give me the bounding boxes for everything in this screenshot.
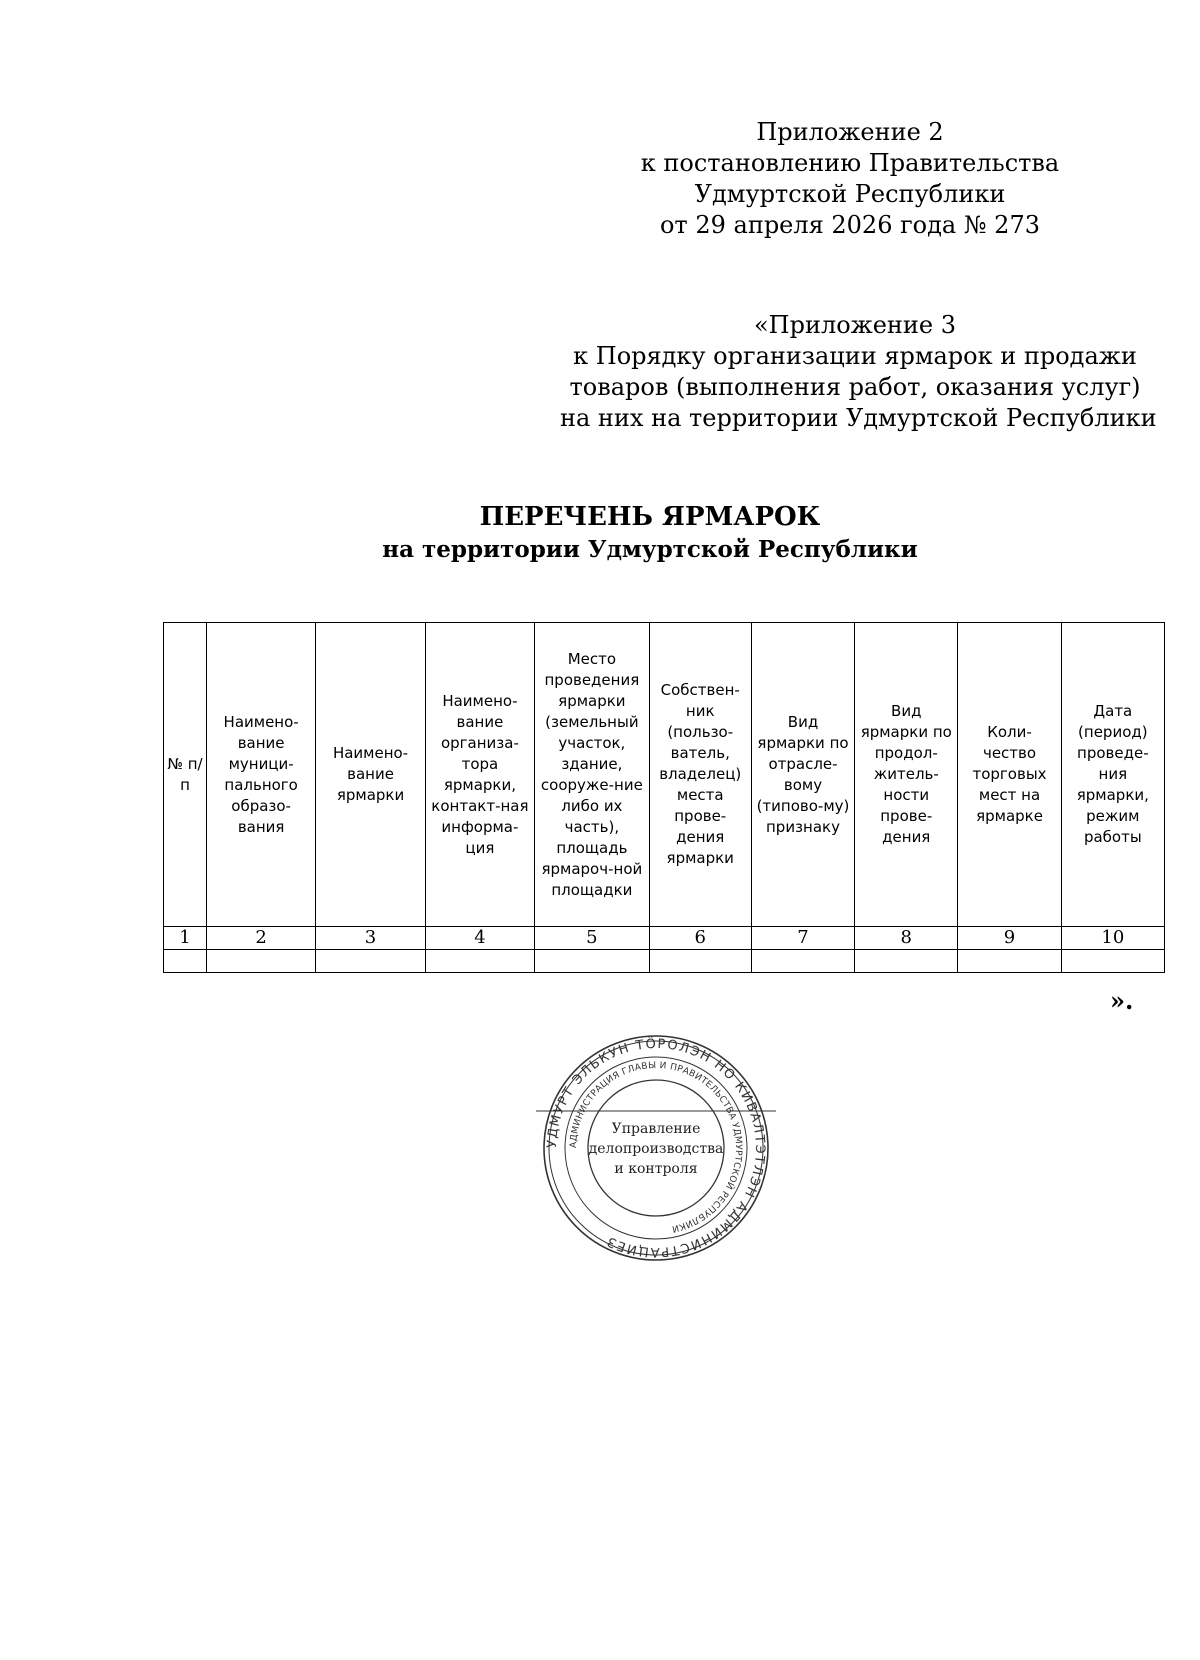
column-header: № п/п bbox=[164, 623, 207, 927]
column-header: Вид ярмарки по отрасле-вому (типово-му) признаку bbox=[751, 623, 854, 927]
seal-ring-text-outer: УДМУРТ ЭЛЬКУН ТӦРОЛЭН НО КИВАЛТЭТЛЭН АДМИНИСТРАЦИЕЗ bbox=[544, 1036, 768, 1260]
table-cell bbox=[1061, 950, 1164, 973]
seal-ring-text-inner: АДМИНИСТРАЦИЯ ГЛАВЫ И ПРАВИТЕЛЬСТВА УДМУРТСКОЙ РЕСПУБЛИКИ bbox=[568, 1060, 744, 1234]
table-cell bbox=[855, 950, 958, 973]
column-number: 9 bbox=[958, 927, 1061, 950]
seal-center-line: делопроизводства bbox=[588, 1141, 724, 1157]
seal-center-line: и контроля bbox=[614, 1161, 698, 1177]
column-header: Вид ярмарки по продол-житель-ности прове-дения bbox=[855, 623, 958, 927]
table-cell bbox=[535, 950, 650, 973]
column-number: 6 bbox=[649, 927, 751, 950]
column-header: Дата (период) проведе-ния ярмарки, режим работы bbox=[1061, 623, 1164, 927]
annex-line: товаров (выполнения работ, оказания услуг) bbox=[569, 373, 1141, 401]
title-line-1: ПЕРЕЧЕНЬ ЯРМАРОК bbox=[479, 502, 821, 532]
closing-quote: ». bbox=[1110, 986, 1134, 1015]
column-number: 2 bbox=[206, 927, 315, 950]
document-title bbox=[120, 500, 1180, 566]
column-number: 1 bbox=[164, 927, 207, 950]
table-cell bbox=[206, 950, 315, 973]
column-header: Место проведения ярмарки (земельный участок, здание, сооруже-ние либо их часть), площадь ярмароч-ной площадки bbox=[535, 623, 650, 927]
table-cell bbox=[958, 950, 1061, 973]
title-line-2: на территории Удмуртской Республики bbox=[382, 536, 918, 563]
annex-2-header bbox=[610, 117, 1090, 241]
table-row bbox=[164, 950, 1165, 973]
column-number: 8 bbox=[855, 927, 958, 950]
table-cell bbox=[751, 950, 854, 973]
annex-3-header bbox=[560, 310, 1157, 434]
table-cell bbox=[649, 950, 751, 973]
column-number-row bbox=[164, 927, 1165, 950]
column-number: 10 bbox=[1061, 927, 1164, 950]
table-header-row bbox=[164, 623, 1165, 927]
column-number: 5 bbox=[535, 927, 650, 950]
annex-line: к постановлению Правительства bbox=[640, 149, 1060, 177]
table-cell bbox=[425, 950, 534, 973]
official-seal bbox=[536, 1035, 776, 1261]
column-header: Собствен-ник (пользо-ватель, владелец) места прове-дения ярмарки bbox=[649, 623, 751, 927]
annex-line: к Порядку организации ярмарок и продажи bbox=[573, 342, 1137, 370]
column-header: Коли-чество торговых мест на ярмарке bbox=[958, 623, 1061, 927]
table-cell bbox=[316, 950, 425, 973]
annex-line: «Приложение 3 bbox=[753, 311, 957, 339]
annex-line: Приложение 2 bbox=[756, 118, 944, 146]
column-header: Наимено-вание ярмарки bbox=[316, 623, 425, 927]
column-header: Наимено-вание организа-тора ярмарки, контакт-ная информа-ция bbox=[425, 623, 534, 927]
column-number: 3 bbox=[316, 927, 425, 950]
annex-line: от 29 апреля 2026 года № 273 bbox=[659, 211, 1040, 239]
seal-center-line: Управление bbox=[611, 1121, 701, 1137]
annex-line: на них на территории Удмуртской Республики bbox=[560, 404, 1157, 432]
fairs-table bbox=[163, 622, 1165, 973]
column-header: Наимено-вание муници-пального образо-вания bbox=[206, 623, 315, 927]
column-number: 7 bbox=[751, 927, 854, 950]
column-number: 4 bbox=[425, 927, 534, 950]
annex-line: Удмуртской Республики bbox=[694, 180, 1006, 208]
table-cell bbox=[164, 950, 207, 973]
